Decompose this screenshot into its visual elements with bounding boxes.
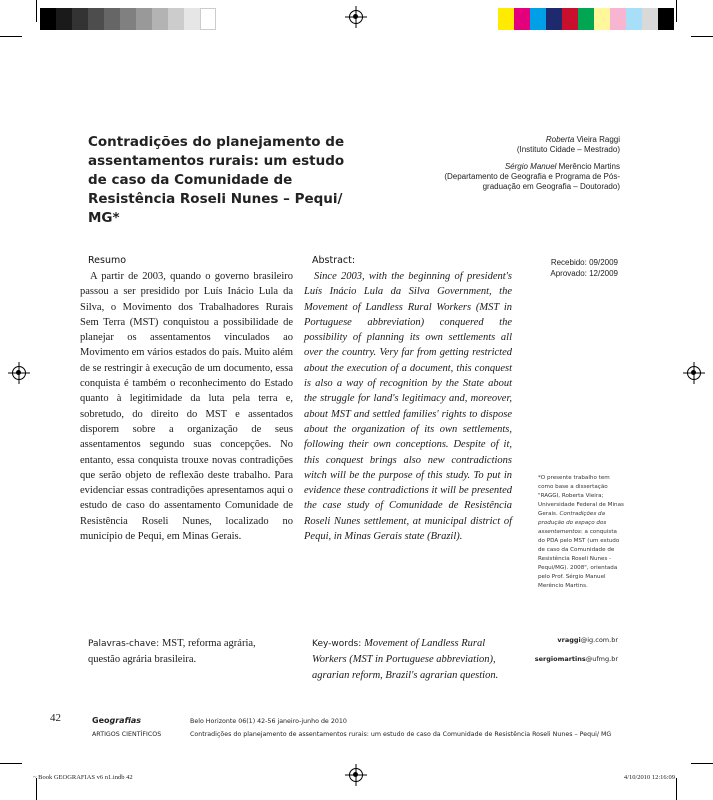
approved-date: Aprovado: 12/2009: [550, 268, 618, 278]
abstract-paragraph: Since 2003, with the beginning of president's Luís Inácio Lula da Silva Government, the Movement of Landless Rural Workers (MST in Portuguese abbreviation) conquered the possibility of planning its own settlements all over the country. Very far from getting restricted about the execution of a document, this conquest is also a way of recognition by the State about the struggle for land's legitimacy and, moreover, about MST and settled families' rights to dispose about the organization of its own settlements, following their own conceptions. Despite of it, this conquest brings also new contradictions witch will be the purpose of this study. To put in evidence these contradictions it will be presented the case study of Comunidade de Resistência Roseli Nunes settlement, at municipal district of Pequi, in Minas Gerais state (Brazil).: [304, 271, 512, 543]
slug-timestamp: 4/10/2010 12:16:09: [623, 774, 675, 781]
registration-mark-left: [12, 366, 26, 380]
registration-mark-top: [349, 10, 363, 24]
article-title: Contradições do planejamento de assentamentos rurais: um estudo de caso da Comunidade de Resistência Roseli Nunes – Pequi/ MG*: [88, 134, 345, 226]
color-swatch: [658, 8, 674, 30]
footnote-italic: Contradições da produção do espaço dos assentamentos: [538, 511, 607, 535]
author-2-surname: Merêncio Martins: [556, 162, 620, 171]
color-swatch: [546, 8, 562, 30]
author-2-first-name: Sérgio Manuel: [504, 162, 557, 171]
crop-mark: [36, 778, 37, 800]
color-swatch: [626, 8, 642, 30]
email-2[interactable]: sergiomartins@ufmg.br: [534, 655, 618, 663]
author-2: [380, 162, 620, 192]
color-swatch: [530, 8, 546, 30]
color-swatch: [594, 8, 610, 30]
crop-mark: [676, 778, 677, 800]
resumo-heading: Resumo: [88, 255, 127, 266]
footnote-part-1: *O presente trabalho tem como base a dissertação "RAGGI, Roberta Vieira; Universidade Federal de Minas Gerais.: [538, 475, 624, 517]
palavras-chave: [88, 636, 288, 668]
crop-mark: [36, 0, 37, 22]
section-label: ARTIGOS CIENTÍFICOS: [92, 731, 162, 738]
key-words-label: Key-words:: [312, 639, 365, 649]
gray-swatch: [168, 8, 184, 30]
gray-swatch: [104, 8, 120, 30]
registration-mark-bottom: [349, 768, 363, 782]
page-number: 42: [50, 712, 61, 724]
resumo-text: [80, 269, 293, 544]
submission-dates: [508, 258, 618, 279]
author-emails: [498, 635, 618, 673]
footnote: [538, 474, 624, 591]
abstract-heading: Abstract:: [312, 255, 356, 266]
crop-mark: [676, 0, 677, 22]
crop-mark: [691, 36, 713, 37]
author-1-surname: Vieira Raggi: [574, 135, 620, 144]
gray-swatch: [136, 8, 152, 30]
received-date: Recebido: 09/2009: [550, 258, 618, 267]
color-swatch: [562, 8, 578, 30]
gray-swatch: [184, 8, 200, 30]
color-swatch: [610, 8, 626, 30]
journal-name-bold: Geo: [92, 716, 110, 725]
cmyk-color-bar: [498, 8, 674, 30]
journal-name-italic: grafias: [109, 716, 142, 725]
gray-swatch: [88, 8, 104, 30]
footnote-part-2: : a conquista do PDA pelo MST (um estudo de caso da Comunidade de Resistência Roseli Nunes - Pequi/MG). 2008", orientada pelo Prof. Sérgio Manuel Merêncio Martins.: [538, 529, 620, 589]
gray-swatch: [152, 8, 168, 30]
author-1-affiliation: (Instituto Cidade – Mestrado): [516, 145, 620, 154]
color-swatch: [514, 8, 530, 30]
resumo-paragraph: A partir de 2003, quando o governo brasileiro passou a ser presidido por Luís Inácio Lula da Silva, o Movimento dos Trabalhadores Rurais Sem Terra (MST) conquistou a possibilidade de planejar os assentamentos vinculados ao Movimento em vários estados do país. Muito além de se restringir à execução de um documento, essa conquista é também o reconhecimento do Estado quanto à legitimidade da luta pela terra e, sobretudo, do direito do MST e assentados disporem sobre a organização de seus assentamentos segundo suas concepções. No entanto, essa conquista trouxe novas contradições que serão objeto de reflexão deste trabalho. Para evidenciar essas contradições apresentamos aqui o estudo de caso do assentamento Comunidade de Resistência Roseli Nunes, localizado no município de Pequi, em Minas Gerais.: [80, 271, 293, 543]
authors-block: [380, 135, 620, 199]
grayscale-color-bar: [40, 8, 216, 30]
crop-mark: [0, 36, 22, 37]
journal-name: [92, 716, 141, 725]
author-2-affiliation: (Departamento de Geografia e Programa de Pós-graduação em Geografia – Doutorado): [444, 172, 620, 191]
key-words: [312, 636, 512, 684]
gray-swatch: [120, 8, 136, 30]
gray-swatch: [72, 8, 88, 30]
gray-swatch: [200, 8, 216, 30]
crop-mark: [0, 763, 22, 764]
issue-info: Belo Horizonte 06(1) 42-56 janeiro-junho de 2010: [190, 718, 347, 725]
color-swatch: [498, 8, 514, 30]
palavras-chave-text: MST, reforma agrária, questão agrária brasileira.: [88, 638, 256, 665]
running-title: Contradições do planejamento de assentamentos rurais: um estudo de caso da Comunidade de Resistência Roseli Nunes – Pequi/ MG: [190, 731, 612, 738]
color-swatch: [642, 8, 658, 30]
slug-file-info: ~ Book GEOGRAFIAS v6 n1.indb 42: [33, 774, 133, 781]
author-1-first-name: Roberta: [545, 135, 575, 144]
abstract-text: [304, 269, 512, 544]
crop-mark: [691, 763, 713, 764]
color-swatch: [578, 8, 594, 30]
gray-swatch: [56, 8, 72, 30]
registration-mark-right: [687, 366, 701, 380]
email-1[interactable]: vraggi@ig.com.br: [557, 636, 618, 644]
gray-swatch: [40, 8, 56, 30]
palavras-chave-label: Palavras-chave:: [88, 639, 162, 649]
key-words-text: Movement of Landless Rural Workers (MST in Portuguese abbreviation), agrarian reform, Brazil's agrarian question.: [312, 638, 499, 681]
author-1: [380, 135, 620, 155]
